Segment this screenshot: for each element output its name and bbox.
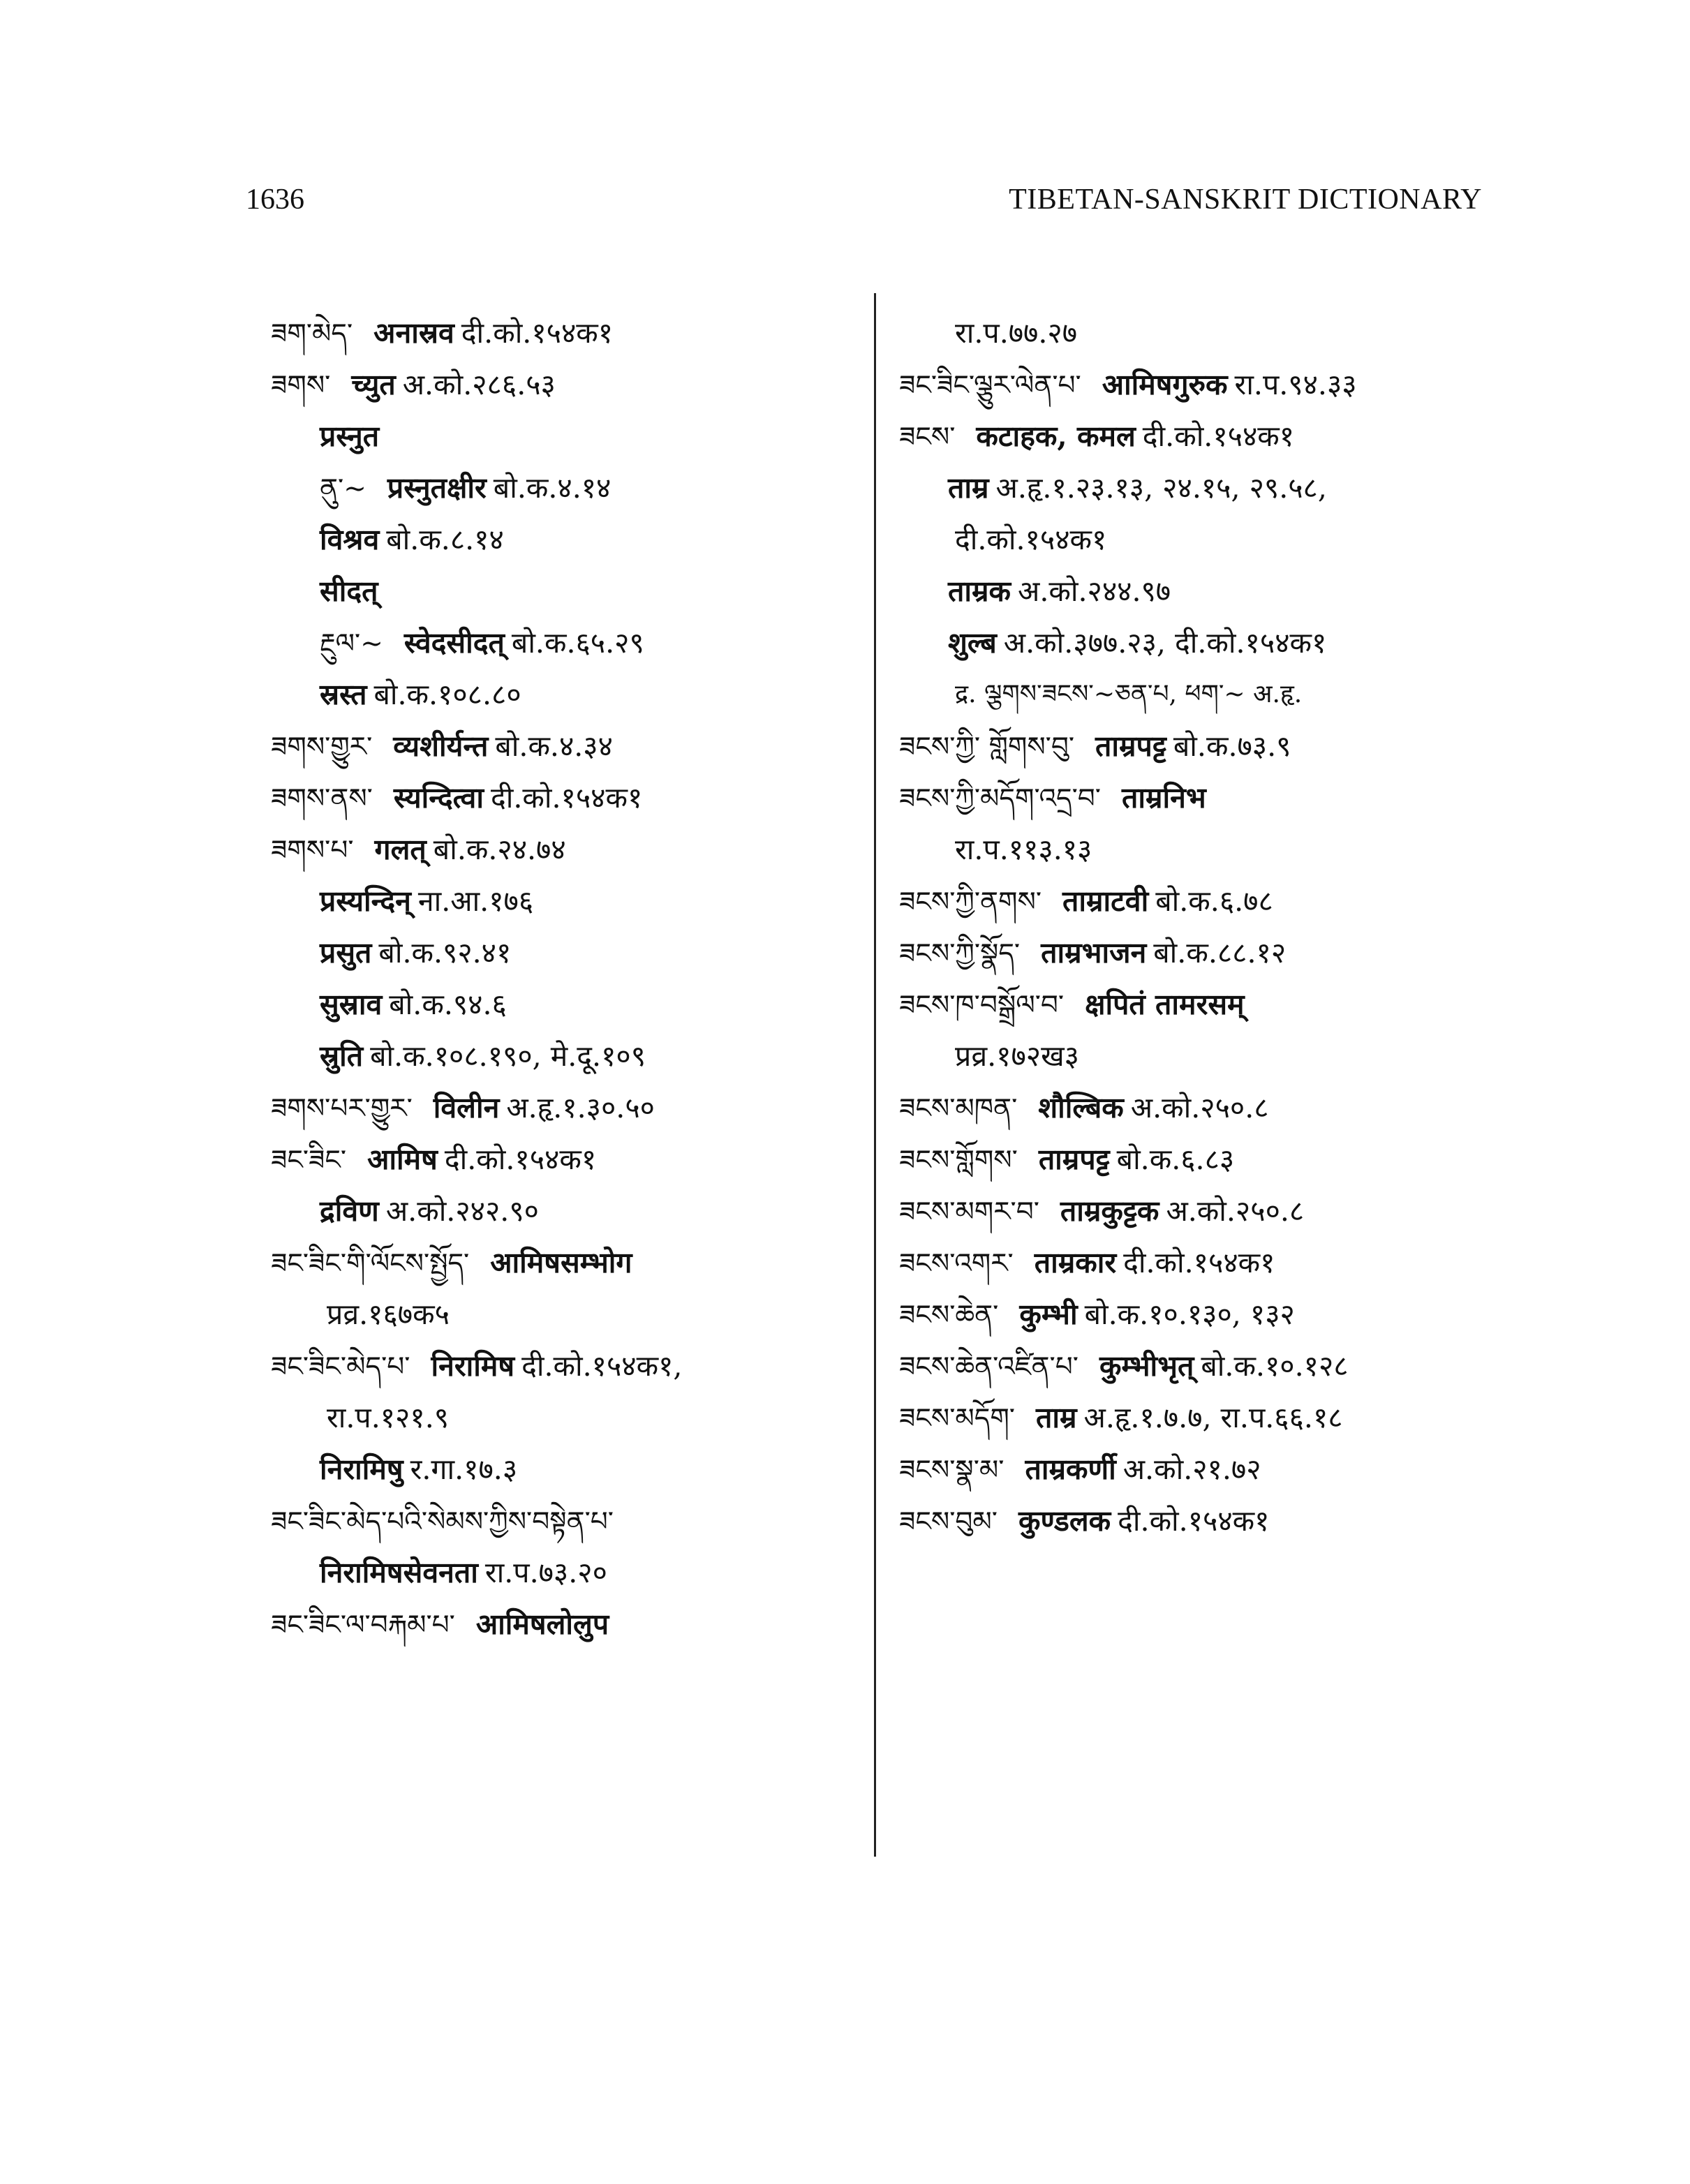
entry-line <box>271 1185 857 1237</box>
tibetan-headword: ཟང་ཟིང་ <box>271 1145 347 1176</box>
entry-line <box>899 1340 1639 1392</box>
sanskrit-equivalent: आमिष <box>367 1143 438 1176</box>
sanskrit-equivalent: ताम्राटवी <box>1062 884 1149 918</box>
page-number: 1636 <box>246 184 304 216</box>
source-reference: बो.क.९२.४१ <box>378 936 512 970</box>
sanskrit-equivalent: ताम्रक <box>948 574 1011 608</box>
sanskrit-equivalent: ताम्रपट्ट <box>1095 729 1166 763</box>
tibetan-headword: ཟངས་གློགས་ <box>899 1145 1018 1176</box>
sanskrit-equivalent: प्रसुत <box>320 936 372 970</box>
source-reference: बो.क.१०८.१९०, मे.दू.१०९ <box>370 1039 646 1073</box>
tibetan-headword: ཟགས་པ་ <box>271 835 354 866</box>
tibetan-headword: ཟག་མེད་ <box>271 318 353 350</box>
tibetan-headword: ཟངས་ཆེན་འཛིན་པ་ <box>899 1351 1079 1383</box>
entry-line <box>271 1495 857 1547</box>
entry-line <box>899 1082 1639 1134</box>
left-column <box>271 307 857 1650</box>
entry-line <box>271 1030 857 1082</box>
tibetan-headword: ཟང་ཟིང་ལྕུར་ལེན་པ་ <box>899 370 1081 401</box>
tibetan-headword: ཟངས་མགར་བ་ <box>899 1196 1039 1228</box>
source-reference: अ.को.२८६.५३ <box>402 368 556 401</box>
sanskrit-equivalent: ताम्रनिभ <box>1122 781 1206 815</box>
tibetan-headword: ནུ་~ <box>320 473 366 505</box>
tibetan-headword: ཟང་ཟིང་གི་ལོངས་སྤྱོད་ <box>271 1248 470 1279</box>
tibetan-headword: ཟགས་ <box>271 370 331 401</box>
sanskrit-equivalent: ताम्रकुट्टक <box>1060 1194 1159 1228</box>
entry-line <box>271 1082 857 1134</box>
sanskrit-equivalent: व्यशीर्यन्त <box>393 729 489 763</box>
entry-line <box>271 1547 857 1598</box>
source-reference: बो.क.८८.१२ <box>1153 936 1287 970</box>
sanskrit-equivalent: विलीन <box>433 1091 500 1124</box>
tibetan-headword: ཟངས་ཀྱི་སྣོད་ <box>899 938 1021 970</box>
sanskrit-equivalent: स्वेदसीदत् <box>403 626 505 660</box>
entry-line <box>899 1237 1639 1288</box>
entry-line <box>899 720 1639 772</box>
source-reference: बो.क.६.७८ <box>1155 884 1273 918</box>
sanskrit-equivalent: सुस्राव <box>320 988 383 1021</box>
entry-line <box>271 1237 857 1288</box>
tibetan-headword: རྔུལ་~ <box>320 628 383 660</box>
source-reference: अ.को.२५०.८ <box>1130 1091 1269 1124</box>
source-reference: बो.क.६.८३ <box>1116 1143 1235 1176</box>
sanskrit-equivalent: स्रुति <box>320 1039 364 1073</box>
source-reference: बो.क.१०८.८० <box>373 678 521 711</box>
entry-line <box>271 1443 857 1495</box>
entry-line <box>271 1340 857 1392</box>
tibetan-headword: ཟངས་བུམ་ <box>899 1506 998 1538</box>
source-reference: प्रव्र.१६७क५ <box>327 1298 450 1331</box>
entry-line <box>899 1134 1639 1185</box>
sanskrit-equivalent: निरामिषु <box>320 1453 403 1486</box>
entry-line <box>271 720 857 772</box>
sanskrit-equivalent: क्षपितं तामरसम् <box>1085 988 1245 1021</box>
source-reference: बो.क.२४.७४ <box>433 833 566 866</box>
sanskrit-equivalent: आमिषगुरुक <box>1102 368 1228 401</box>
entry-line <box>271 979 857 1030</box>
source-reference: अ.को.२१.७२ <box>1122 1453 1261 1486</box>
tibetan-headword: ཟངས་མཁན་ <box>899 1093 1018 1124</box>
source-reference: रा.प.९४.३३ <box>1234 368 1357 401</box>
tibetan-headword: ཟངས་འགར་ <box>899 1248 1014 1279</box>
source-reference: ना.आ.१७६ <box>417 884 534 918</box>
sanskrit-equivalent: स्रस्त <box>320 678 367 711</box>
entry-line <box>271 927 857 979</box>
source-reference: रा.प.१२१.९ <box>327 1401 450 1434</box>
source-reference: रा.प.११३.१३ <box>955 833 1092 866</box>
sanskrit-equivalent: अनास्रव <box>373 316 454 350</box>
column-divider <box>874 293 876 1857</box>
sanskrit-equivalent: ताम्रकर्णी <box>1025 1453 1116 1486</box>
entry-line <box>271 514 857 565</box>
sanskrit-equivalent: ताम्र <box>948 471 989 505</box>
tibetan-headword: ཟངས་ཆེན་ <box>899 1300 999 1331</box>
sanskrit-equivalent: विश्रव <box>320 523 380 556</box>
source-reference: अ.हृ.१.७.७, रा.प.६६.१८ <box>1083 1401 1343 1434</box>
entry-line <box>271 307 857 359</box>
tibetan-headword: ཟངས་མདོག་ <box>899 1403 1015 1434</box>
sanskrit-equivalent: ताम्र <box>1035 1401 1077 1434</box>
source-reference: बो.क.४.३४ <box>495 729 613 763</box>
entry-line <box>899 462 1639 514</box>
tibetan-headword: ཟགས་པར་གྱུར་ <box>271 1093 413 1124</box>
sanskrit-equivalent: निरामिषसेवनता <box>320 1556 478 1589</box>
source-reference: बो.क.१०.१३०, १३२ <box>1084 1298 1295 1331</box>
source-reference: रा.प.७७.२७ <box>955 316 1078 350</box>
tibetan-headword: ཟངས་སྣ་མ་ <box>899 1455 1005 1486</box>
source-reference: दी.को.१५४क१, <box>521 1349 683 1383</box>
entry-line <box>899 1030 1639 1082</box>
entry-line <box>271 617 857 669</box>
entry-line <box>899 514 1639 565</box>
tibetan-headword: ཟགས་ནས་ <box>271 783 373 815</box>
source-reference: दी.को.१५४क१ <box>461 316 614 350</box>
sanskrit-equivalent: कुण्डलक <box>1018 1504 1111 1538</box>
entry-line <box>271 1288 857 1340</box>
sanskrit-equivalent: निरामिष <box>431 1349 515 1383</box>
sanskrit-equivalent: प्रस्नुतक्षीर <box>387 471 487 505</box>
sanskrit-equivalent: च्युत <box>351 368 396 401</box>
entry-line <box>899 875 1639 927</box>
source-reference: बो.क.६५.२९ <box>511 626 644 660</box>
sanskrit-equivalent: ताम्रकार <box>1034 1246 1117 1279</box>
entry-line <box>271 875 857 927</box>
running-title: TIBETAN-SANSKRIT DICTIONARY <box>1009 184 1482 216</box>
entry-line <box>899 307 1639 359</box>
tibetan-headword: ཟངས་ཀྱི་མདོག་འདྲ་བ་ <box>899 783 1101 815</box>
entry-line <box>899 669 1639 720</box>
source-reference: बो.क.४.१४ <box>493 471 611 505</box>
sanskrit-equivalent: गलत् <box>374 833 427 866</box>
entry-line <box>899 1392 1639 1443</box>
sanskrit-equivalent: आमिषलोलुप <box>475 1607 609 1641</box>
sanskrit-equivalent: प्रस्यन्दिन् <box>320 884 411 918</box>
tibetan-headword: ཟང་ཟིང་མེད་པའི་སེམས་ཀྱིས་བསྟེན་པ་ <box>271 1506 614 1538</box>
entry-line <box>271 824 857 875</box>
tibetan-headword: ཟངས་ཀྱི་ནགས་ <box>899 886 1042 918</box>
sanskrit-equivalent: शुल्ब <box>948 626 997 660</box>
source-reference: दी.को.१५४क१ <box>1142 419 1295 453</box>
tibetan-headword: ཟགས་གྱུར་ <box>271 731 373 763</box>
sanskrit-equivalent: द्रविण <box>320 1194 379 1228</box>
sanskrit-equivalent: सीदत् <box>320 574 378 608</box>
tibetan-headword: ཟང་ཟིང་ལ་བརྐམ་པ་ <box>271 1610 455 1641</box>
entry-line <box>899 1288 1639 1340</box>
sanskrit-equivalent: ताम्रभाजन <box>1041 936 1147 970</box>
entry-line <box>271 359 857 410</box>
sanskrit-equivalent: ताम्रपट्ट <box>1038 1143 1110 1176</box>
entry-line <box>271 462 857 514</box>
source-reference: बो.क.९४.६ <box>389 988 507 1021</box>
entry-line <box>899 1443 1639 1495</box>
tibetan-headword: ཟངས་ཁ་བསྒྲོལ་བ་ <box>899 990 1065 1021</box>
entry-line <box>271 1134 857 1185</box>
sanskrit-equivalent: स्यन्दित्वा <box>393 781 484 815</box>
source-reference: र.गा.१७.३ <box>410 1453 518 1486</box>
entry-line <box>899 772 1639 824</box>
source-reference: दी.को.१५४क१ <box>444 1143 597 1176</box>
source-reference: बो.क.७३.९ <box>1173 729 1291 763</box>
sanskrit-equivalent: प्रस्नुत <box>320 419 380 453</box>
entry-line <box>271 410 857 462</box>
sanskrit-equivalent: कुम्भीभृत् <box>1099 1349 1194 1383</box>
sanskrit-equivalent: शौल्बिक <box>1038 1091 1124 1124</box>
entry-line <box>899 1495 1639 1547</box>
entry-line <box>899 1185 1639 1237</box>
source-reference: अ.को.३७७.२३, दी.को.१५४क१ <box>1003 626 1327 660</box>
source-reference: दी.को.१५४क१ <box>1123 1246 1275 1279</box>
source-reference: बो.क.१०.१२८ <box>1201 1349 1349 1383</box>
source-reference: दी.को.१५४क१ <box>490 781 643 815</box>
source-reference: अ.को.२५०.८ <box>1166 1194 1305 1228</box>
entry-line <box>899 824 1639 875</box>
source-reference: दी.को.१५४क१ <box>1118 1504 1270 1538</box>
source-reference: रा.प.७३.२० <box>484 1556 607 1589</box>
source-reference: प्रव्र.१७२ख३ <box>955 1039 1079 1073</box>
entry-line <box>899 565 1639 617</box>
entry-line <box>899 359 1639 410</box>
source-reference: दी.को.१५४क१ <box>955 523 1107 556</box>
entry-line <box>899 410 1639 462</box>
right-column <box>899 307 1639 1547</box>
source-reference: अ.हृ.१.२३.१३, २४.१५, २९.५८, <box>995 471 1327 505</box>
entry-line <box>271 772 857 824</box>
tibetan-headword: ཟངས་ <box>899 422 956 453</box>
sanskrit-equivalent: आमिषसम्भोग <box>490 1246 632 1279</box>
source-reference: द्र. ལྕགས་ཟངས་~ཅན་པ, ཕག་~ अ.हृ. <box>955 680 1303 708</box>
source-reference: अ.हृ.१.३०.५० <box>506 1091 655 1124</box>
entry-line <box>271 1598 857 1650</box>
source-reference: अ.को.२४४.९७ <box>1018 574 1171 608</box>
entry-line <box>899 617 1639 669</box>
tibetan-headword: ཟང་ཟིང་མེད་པ་ <box>271 1351 410 1383</box>
sanskrit-equivalent: कुम्भी <box>1019 1298 1078 1331</box>
tibetan-headword: ཟངས་ཀྱི་ གློགས་བུ་ <box>899 731 1075 763</box>
entry-line <box>271 565 857 617</box>
entry-line <box>271 669 857 720</box>
entry-line <box>271 1392 857 1443</box>
source-reference: बो.क.८.१४ <box>386 523 504 556</box>
entry-line <box>899 979 1639 1030</box>
entry-line <box>899 927 1639 979</box>
source-reference: अ.को.२४२.९० <box>385 1194 539 1228</box>
sanskrit-equivalent: कटाहक, कमल <box>976 419 1136 453</box>
